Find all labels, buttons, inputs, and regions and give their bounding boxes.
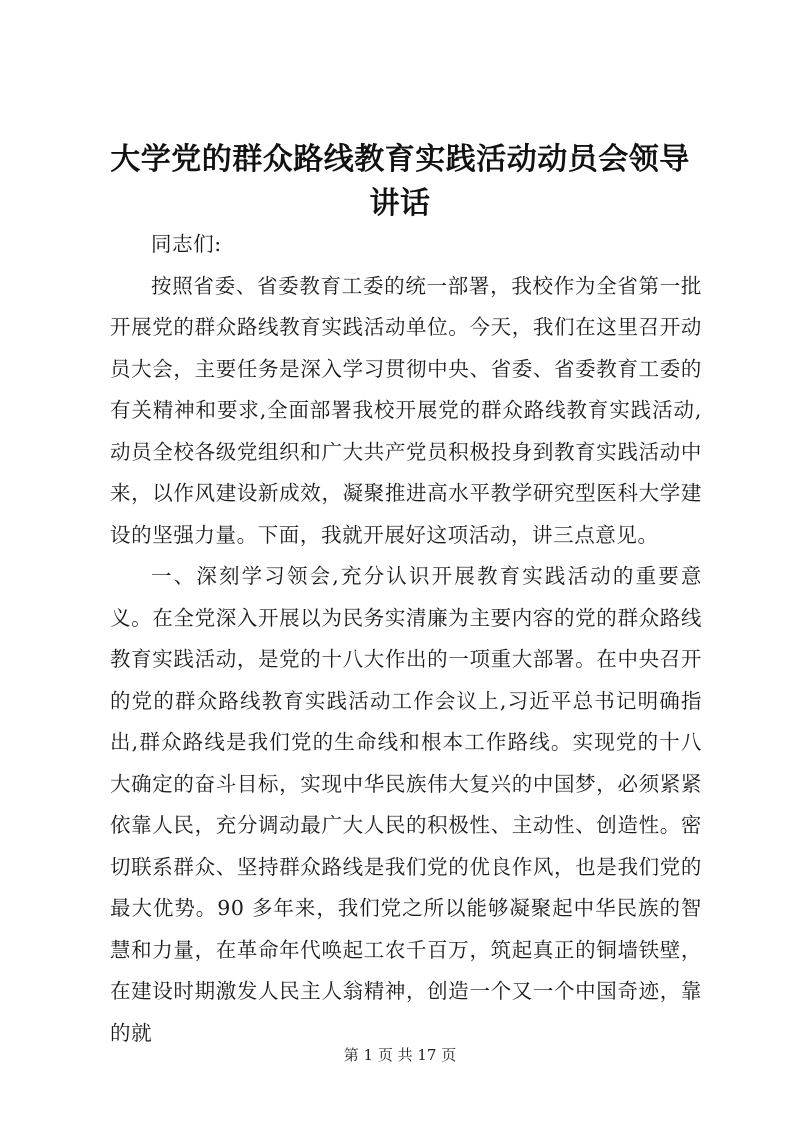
document-title: 大学党的群众路线教育实践活动动员会领导讲话 [110, 142, 690, 221]
document-body [110, 224, 702, 1054]
body-paragraph: 一、深刻学习领会,充分认识开展教育实践活动的重要意义。在全党深入开展以为民务实清廉为主要内容的党的群众路线教育实践活动，是党的十八大作出的一项重大部署。在中央召开的党的群众路线教育实践活动工作会议上,习近平总书记明确指出,群众路线是我们党的生命线和根本工作路线。实现党的十八大确定的奋斗目标，实现中华民族伟大复兴的中国梦，必须紧紧依靠人民，充分调动最广大人民的积极性、主动性、创造性。密切联系群众、坚持群众路线是我们党的优良作风，也是我们党的最大优势。90 多年来，我们党之所以能够凝聚起中华民族的智慧和力量，在革命年代唤起工农千百万，筑起真正的铜墙铁壁，在建设时期激发人民主人翁精神，创造一个又一个中国奇迹，靠的就 [110, 564, 702, 1045]
body-paragraph: 按照省委、省委教育工委的统一部署，我校作为全省第一批开展党的群众路线教育实践活动单位。今天，我们在这里召开动员大会，主要任务是深入学习贯彻中央、省委、省委教育工委的有关精神和要求,全面部署我校开展党的群众路线教育实践活动,动员全校各级党组织和广大共产党员积极投身到教育实践活动中来，以作风建设新成效，凝聚推进高水平教学研究型医科大学建设的坚强力量。下面，我就开展好这项活动，讲三点意见。 [110, 273, 702, 547]
salutation-paragraph: 同志们: [151, 232, 222, 256]
page-number-footer: 第 1 页 共 17 页 [343, 1046, 457, 1064]
